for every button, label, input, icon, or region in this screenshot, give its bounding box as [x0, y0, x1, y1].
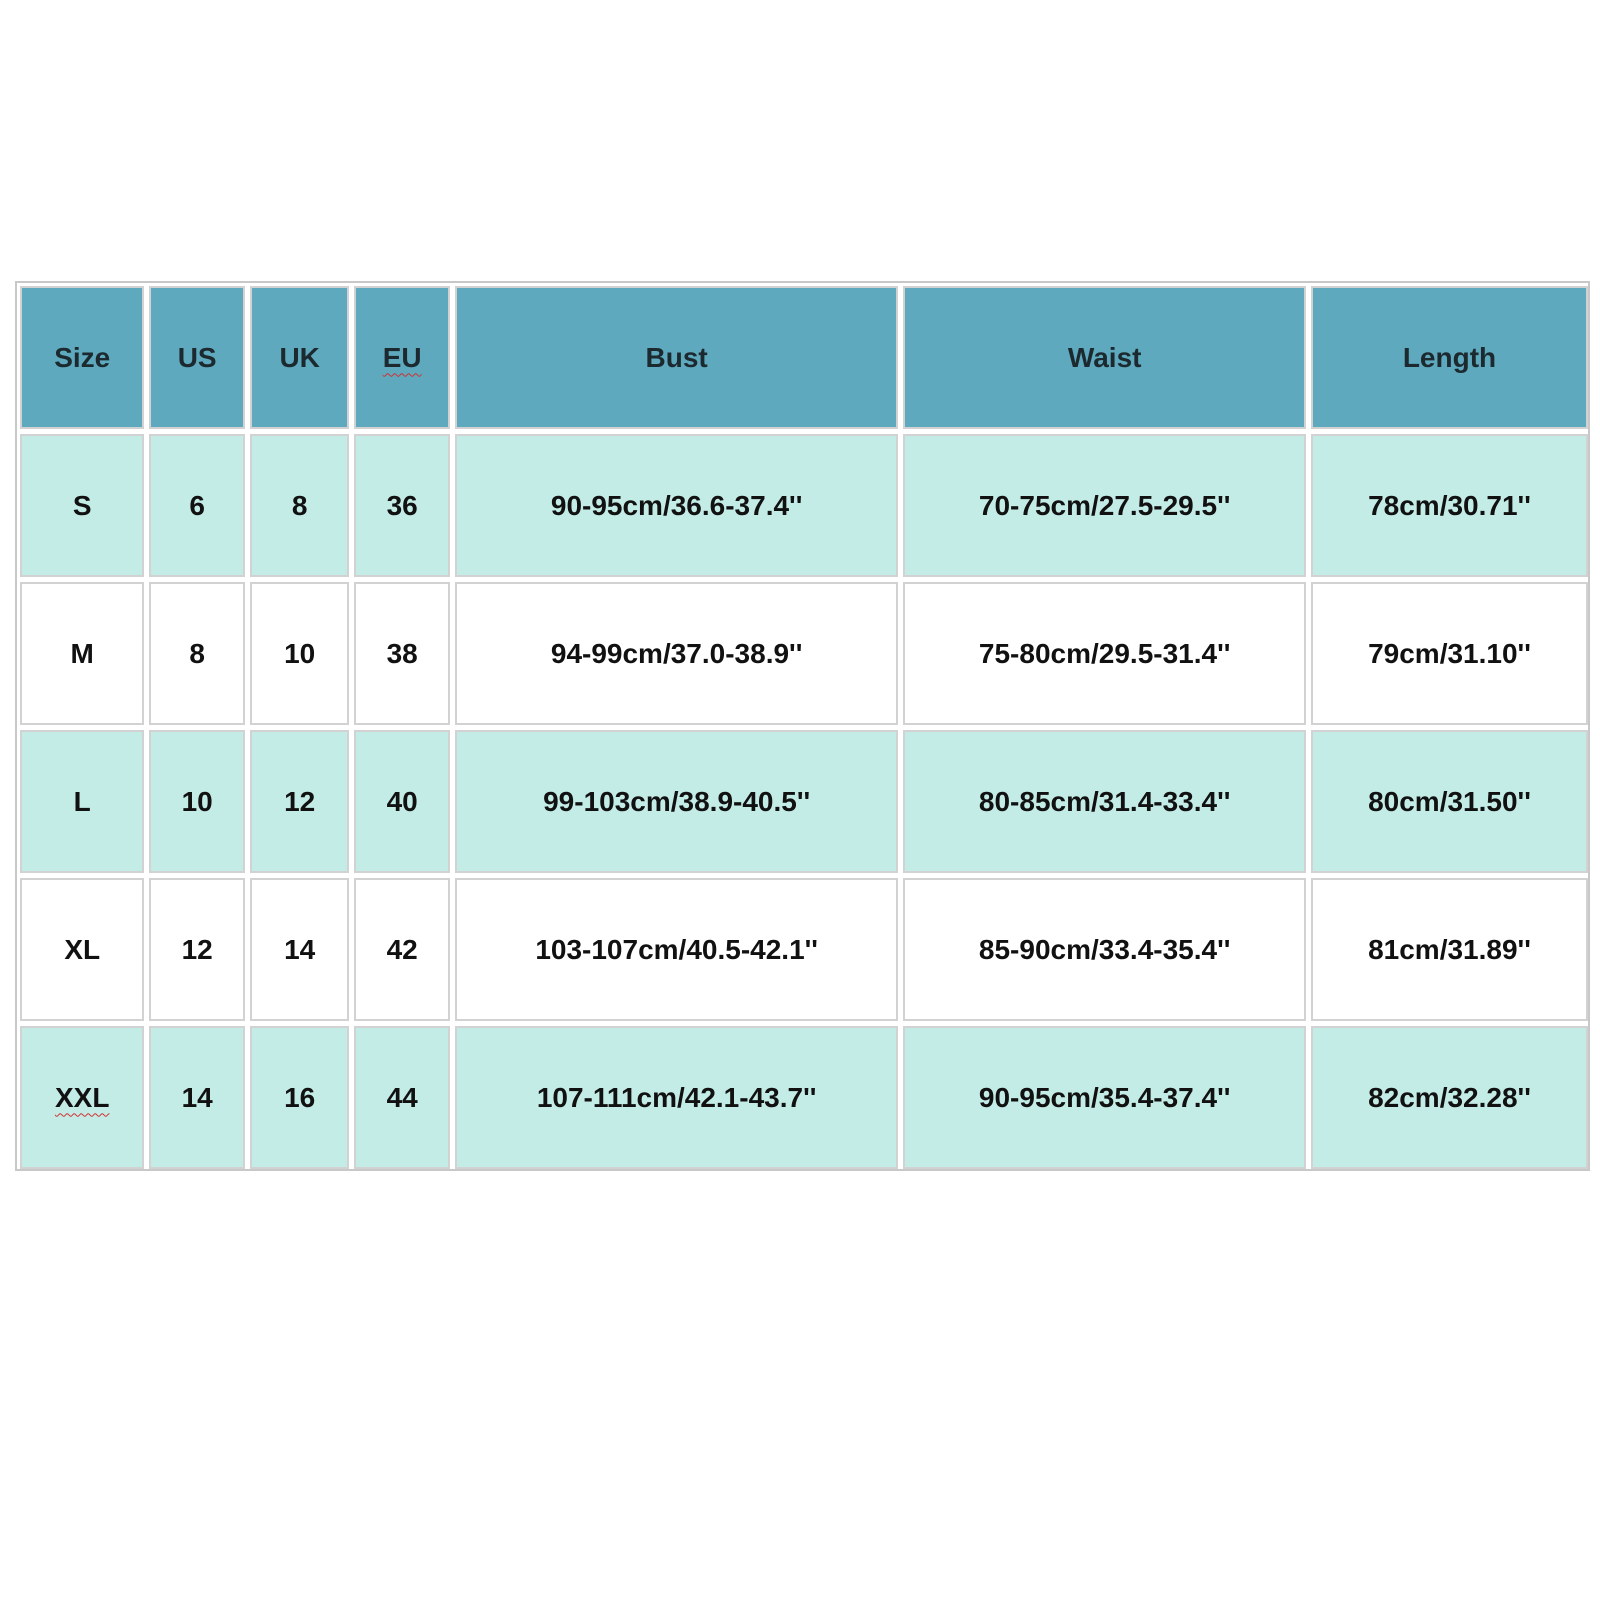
cell-size-label: XXL — [54, 1081, 110, 1113]
table-row — [20, 582, 1588, 725]
header-eu-label: EU — [382, 341, 422, 373]
cell-uk: 12 — [250, 730, 349, 873]
cell-bust: 103-107cm/40.5-42.1'' — [455, 878, 898, 1021]
cell-eu: 38 — [354, 582, 450, 725]
cell-size: XL — [20, 878, 144, 1021]
cell-eu: 42 — [354, 878, 450, 1021]
header-bust: Bust — [455, 286, 898, 429]
cell-uk: 8 — [250, 434, 349, 577]
header-us: US — [149, 286, 245, 429]
cell-length: 81cm/31.89'' — [1311, 878, 1588, 1021]
cell-uk: 16 — [250, 1026, 349, 1169]
cell-us: 12 — [149, 878, 245, 1021]
cell-bust: 99-103cm/38.9-40.5'' — [455, 730, 898, 873]
cell-size: S — [20, 434, 144, 577]
size-chart-table — [15, 281, 1593, 1174]
cell-size: L — [20, 730, 144, 873]
cell-waist: 75-80cm/29.5-31.4'' — [903, 582, 1306, 725]
cell-length: 79cm/31.10'' — [1311, 582, 1588, 725]
cell-size: M — [20, 582, 144, 725]
cell-waist: 70-75cm/27.5-29.5'' — [903, 434, 1306, 577]
header-length: Length — [1311, 286, 1588, 429]
cell-us: 14 — [149, 1026, 245, 1169]
header-row — [20, 286, 1588, 429]
cell-length: 82cm/32.28'' — [1311, 1026, 1588, 1169]
size-chart-frame — [15, 281, 1590, 1171]
cell-uk: 10 — [250, 582, 349, 725]
cell-eu: 44 — [354, 1026, 450, 1169]
cell-length: 80cm/31.50'' — [1311, 730, 1588, 873]
cell-us: 10 — [149, 730, 245, 873]
cell-bust: 90-95cm/36.6-37.4'' — [455, 434, 898, 577]
header-eu — [354, 286, 450, 429]
header-waist: Waist — [903, 286, 1306, 429]
cell-bust: 107-111cm/42.1-43.7'' — [455, 1026, 898, 1169]
table-row — [20, 1026, 1588, 1169]
table-row — [20, 878, 1588, 1021]
cell-waist: 90-95cm/35.4-37.4'' — [903, 1026, 1306, 1169]
table-row — [20, 434, 1588, 577]
cell-waist: 80-85cm/31.4-33.4'' — [903, 730, 1306, 873]
table-row — [20, 730, 1588, 873]
cell-size — [20, 1026, 144, 1169]
cell-waist: 85-90cm/33.4-35.4'' — [903, 878, 1306, 1021]
header-size: Size — [20, 286, 144, 429]
cell-length: 78cm/30.71'' — [1311, 434, 1588, 577]
cell-eu: 40 — [354, 730, 450, 873]
cell-uk: 14 — [250, 878, 349, 1021]
header-uk: UK — [250, 286, 349, 429]
cell-us: 8 — [149, 582, 245, 725]
cell-eu: 36 — [354, 434, 450, 577]
cell-us: 6 — [149, 434, 245, 577]
cell-bust: 94-99cm/37.0-38.9'' — [455, 582, 898, 725]
